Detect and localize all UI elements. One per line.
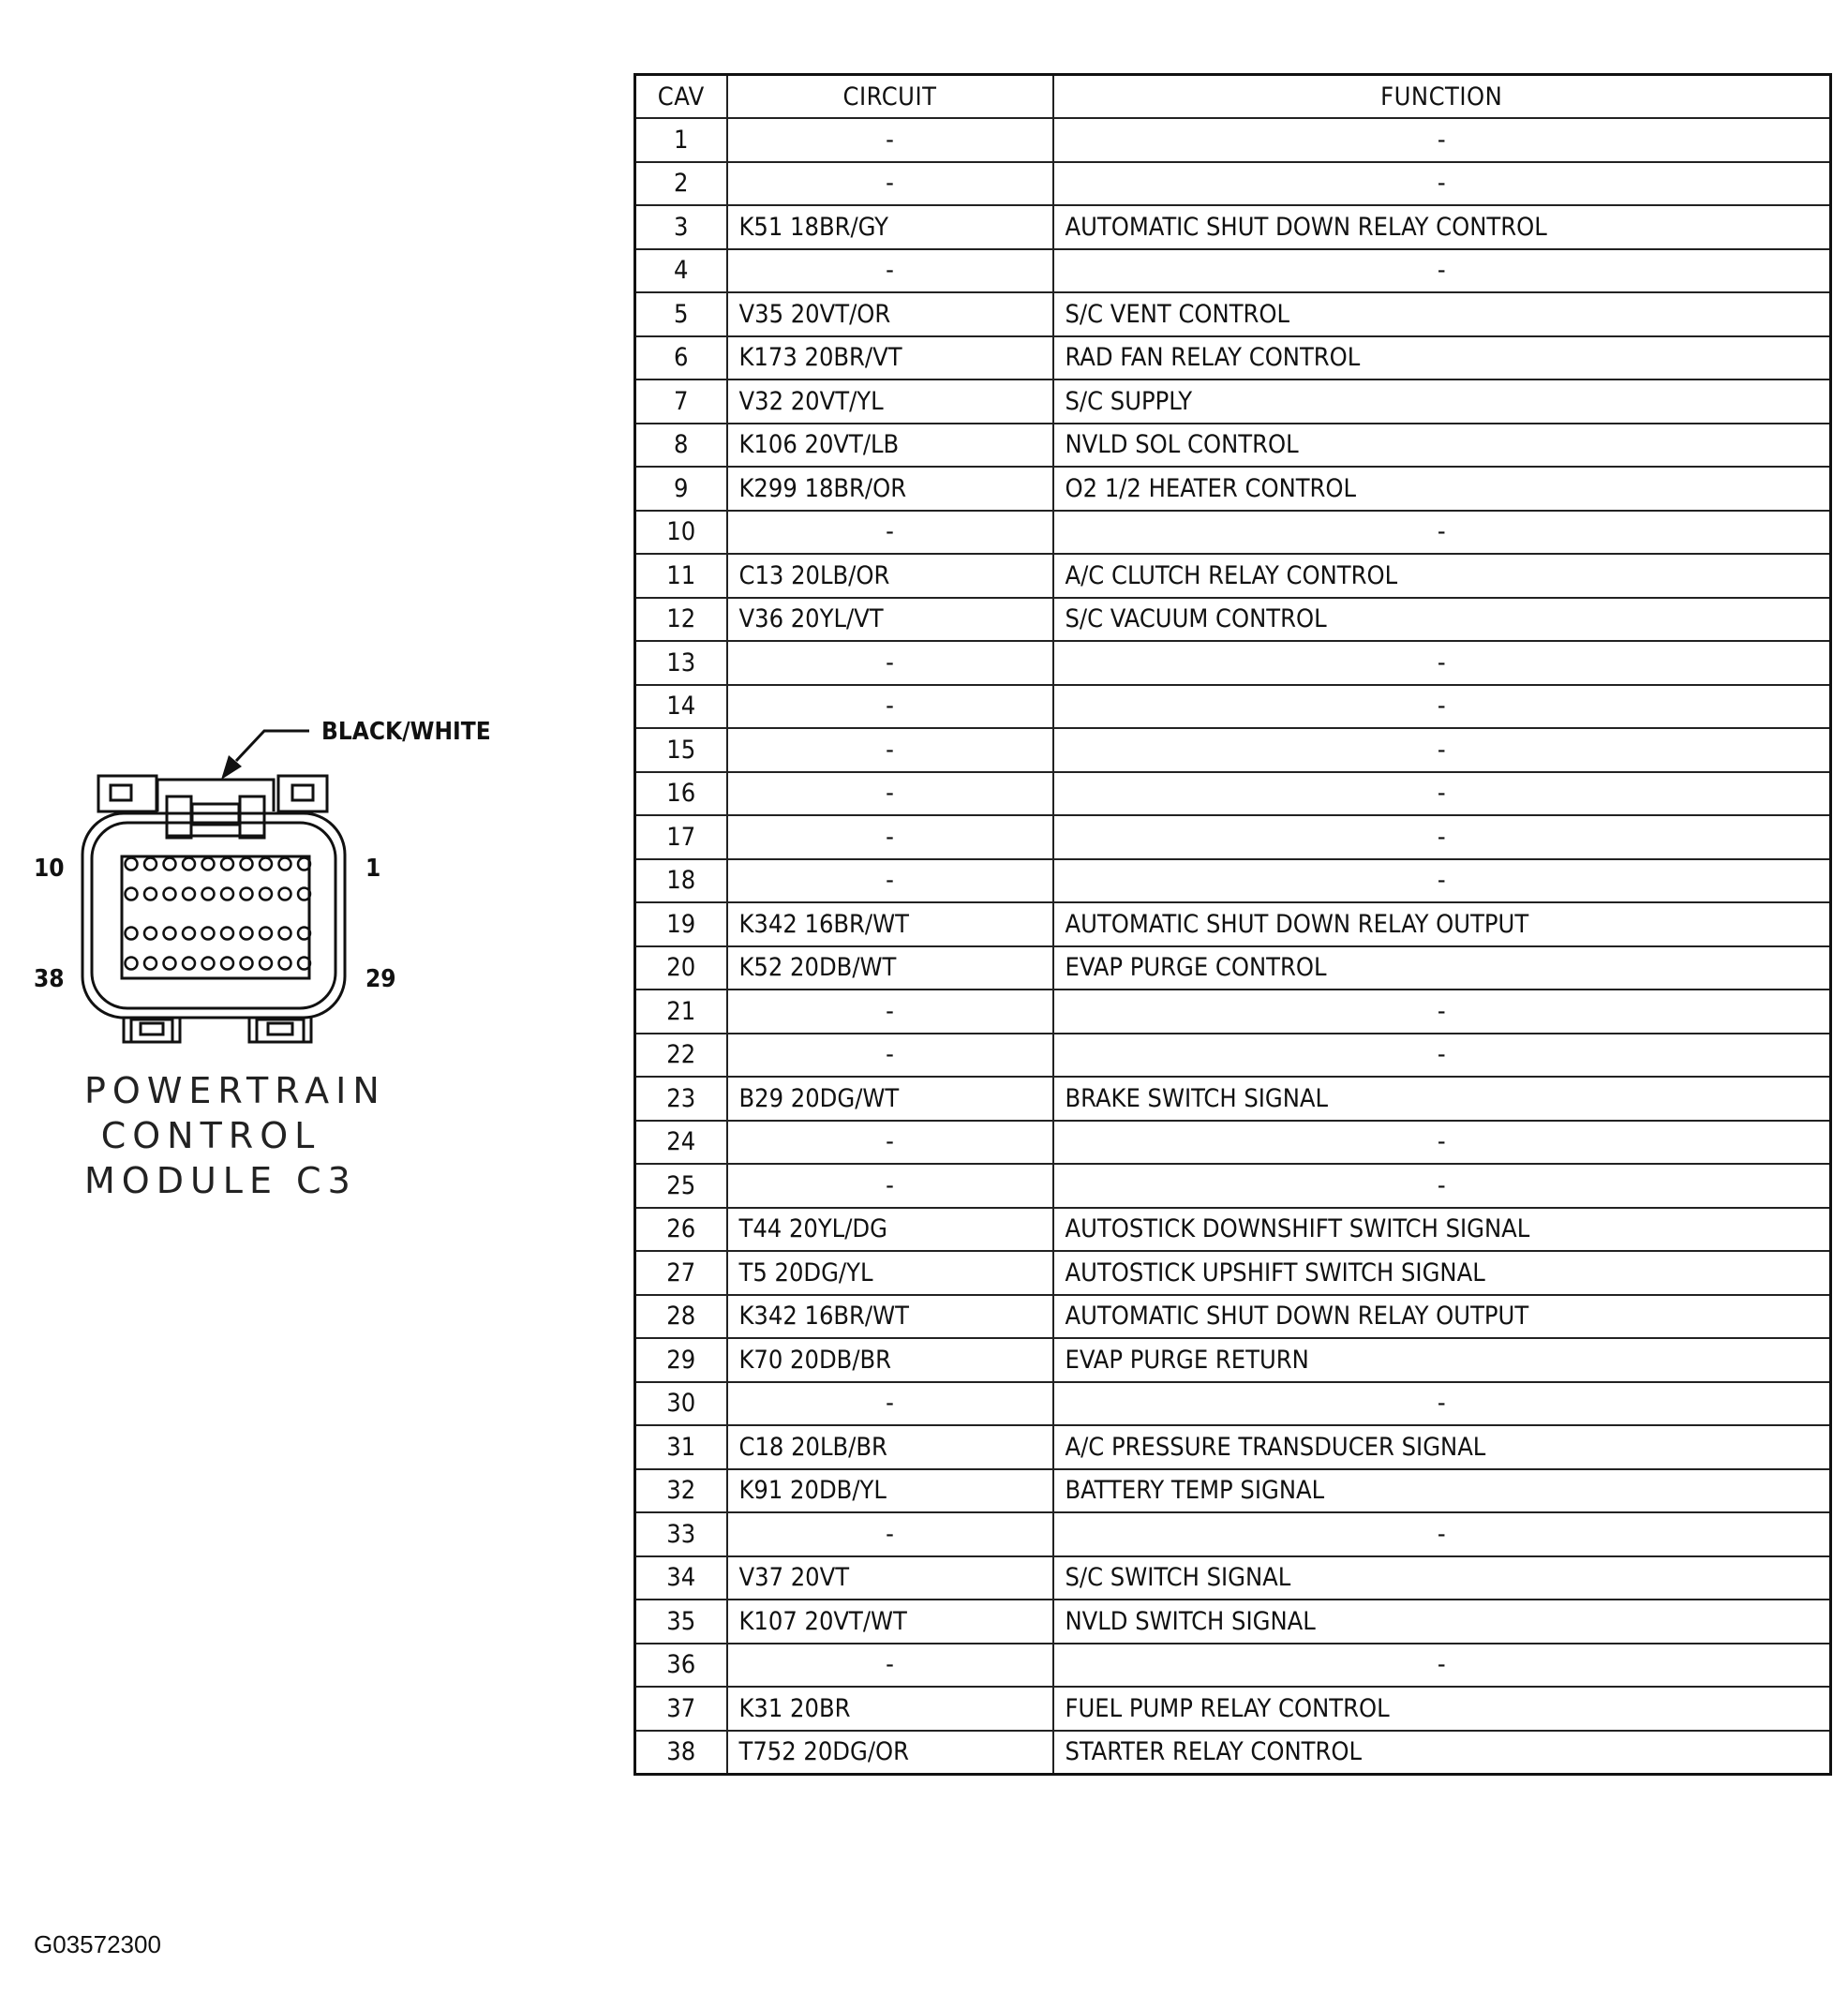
pin-hole [221, 888, 233, 900]
circuit-cell: - [727, 511, 1053, 555]
circuit-cell: C13 20LB/OR [727, 554, 1053, 598]
function-cell: - [1053, 1512, 1831, 1556]
table-row [635, 772, 1831, 816]
circuit-cell: K107 20VT/WT [727, 1600, 1053, 1644]
function-cell: STARTER RELAY CONTROL [1053, 1731, 1831, 1775]
table-row [635, 946, 1831, 990]
table-row [635, 1251, 1831, 1295]
table-row [635, 249, 1831, 293]
table-row [635, 902, 1831, 946]
function-cell: AUTOMATIC SHUT DOWN RELAY OUTPUT [1053, 1295, 1831, 1339]
table-row [635, 1425, 1831, 1469]
function-cell: - [1053, 641, 1831, 685]
circuit-cell: C18 20LB/BR [727, 1425, 1053, 1469]
pin-hole [241, 888, 253, 900]
pin-hole [164, 958, 176, 970]
function-cell: S/C VACUUM CONTROL [1053, 598, 1831, 642]
circuit-cell: - [727, 1382, 1053, 1426]
pin-label-38: 38 [34, 965, 65, 993]
pin-hole [221, 928, 233, 940]
function-cell: - [1053, 511, 1831, 555]
table-row [635, 1469, 1831, 1513]
table-row [635, 1687, 1831, 1731]
pinout-table-body [635, 118, 1831, 1774]
function-cell: AUTOSTICK DOWNSHIFT SWITCH SIGNAL [1053, 1208, 1831, 1252]
function-cell: EVAP PURGE CONTROL [1053, 946, 1831, 990]
table-row [635, 1382, 1831, 1426]
pin-hole [164, 858, 176, 871]
pinout-table [633, 73, 1832, 1776]
cav-cell: 21 [635, 990, 727, 1034]
cav-cell: 8 [635, 424, 727, 468]
function-cell: - [1053, 772, 1831, 816]
connector-caption [84, 1068, 386, 1203]
cav-cell: 10 [635, 511, 727, 555]
circuit-cell: T752 20DG/OR [727, 1731, 1053, 1775]
pin-hole [144, 888, 156, 900]
circuit-cell: K31 20BR [727, 1687, 1053, 1731]
circuit-cell: T44 20YL/DG [727, 1208, 1053, 1252]
cav-cell: 24 [635, 1121, 727, 1165]
table-row [635, 118, 1831, 162]
cav-cell: 17 [635, 815, 727, 859]
cav-cell: 25 [635, 1164, 727, 1208]
cav-cell: 29 [635, 1338, 727, 1382]
table-row [635, 598, 1831, 642]
circuit-cell: - [727, 1512, 1053, 1556]
pin-hole [202, 858, 215, 871]
cav-cell: 12 [635, 598, 727, 642]
function-cell: S/C VENT CONTROL [1053, 292, 1831, 336]
table-row [635, 1034, 1831, 1078]
function-cell: S/C SUPPLY [1053, 379, 1831, 424]
cav-cell: 34 [635, 1556, 727, 1600]
pin-label-29: 29 [365, 965, 396, 993]
circuit-cell: K173 20BR/VT [727, 336, 1053, 380]
function-cell: AUTOMATIC SHUT DOWN RELAY CONTROL [1053, 205, 1831, 249]
table-row [635, 685, 1831, 729]
function-cell: BRAKE SWITCH SIGNAL [1053, 1077, 1831, 1121]
table-row [635, 1600, 1831, 1644]
function-cell: NVLD SOL CONTROL [1053, 424, 1831, 468]
table-row [635, 1731, 1831, 1775]
cav-cell: 31 [635, 1425, 727, 1469]
circuit-cell: - [727, 118, 1053, 162]
pin-hole [126, 888, 138, 900]
circuit-cell: K91 20DB/YL [727, 1469, 1053, 1513]
cav-cell: 36 [635, 1644, 727, 1688]
pin-hole [183, 928, 195, 940]
pin-hole [221, 858, 233, 871]
function-cell: - [1053, 859, 1831, 903]
table-row [635, 379, 1831, 424]
circuit-cell: V37 20VT [727, 1556, 1053, 1600]
connector-figure [0, 0, 618, 1312]
circuit-cell: - [727, 772, 1053, 816]
table-row [635, 511, 1831, 555]
circuit-cell: V35 20VT/OR [727, 292, 1053, 336]
table-row [635, 467, 1831, 511]
circuit-cell: K299 18BR/OR [727, 467, 1053, 511]
table-row [635, 336, 1831, 380]
pin-hole [183, 888, 195, 900]
function-cell: - [1053, 990, 1831, 1034]
cav-cell: 30 [635, 1382, 727, 1426]
function-cell: AUTOSTICK UPSHIFT SWITCH SIGNAL [1053, 1251, 1831, 1295]
cav-cell: 23 [635, 1077, 727, 1121]
cav-cell: 11 [635, 554, 727, 598]
circuit-cell: - [727, 815, 1053, 859]
cav-cell: 4 [635, 249, 727, 293]
circuit-cell: K342 16BR/WT [727, 1295, 1053, 1339]
leader-arrow [236, 731, 309, 761]
circuit-cell: - [727, 728, 1053, 772]
pin-hole [260, 888, 272, 900]
pin-hole [241, 958, 253, 970]
cav-cell: 37 [635, 1687, 727, 1731]
table-row [635, 1295, 1831, 1339]
pin-hole [183, 958, 195, 970]
cav-cell: 35 [635, 1600, 727, 1644]
cav-cell: 2 [635, 162, 727, 206]
circuit-cell: - [727, 1164, 1053, 1208]
pin-hole [279, 958, 291, 970]
cav-cell: 33 [635, 1512, 727, 1556]
circuit-cell: - [727, 685, 1053, 729]
pin-hole [144, 958, 156, 970]
table-row [635, 1556, 1831, 1600]
pin-hole [221, 958, 233, 970]
function-cell: - [1053, 1644, 1831, 1688]
circuit-cell: V36 20YL/VT [727, 598, 1053, 642]
header-cav: CAV [635, 75, 727, 119]
table-row [635, 728, 1831, 772]
cav-cell: 27 [635, 1251, 727, 1295]
pin-hole [241, 858, 253, 871]
cav-cell: 38 [635, 1731, 727, 1775]
cav-cell: 19 [635, 902, 727, 946]
circuit-cell: T5 20DG/YL [727, 1251, 1053, 1295]
figure-code: G03572300 [34, 1930, 161, 1958]
table-row [635, 1644, 1831, 1688]
pin-hole [144, 858, 156, 871]
function-cell: FUEL PUMP RELAY CONTROL [1053, 1687, 1831, 1731]
circuit-cell: K342 16BR/WT [727, 902, 1053, 946]
pin-hole [202, 928, 215, 940]
cav-cell: 14 [635, 685, 727, 729]
latch-tab-left [98, 776, 156, 811]
function-cell: A/C CLUTCH RELAY CONTROL [1053, 554, 1831, 598]
cav-cell: 9 [635, 467, 727, 511]
header-circuit: CIRCUIT [727, 75, 1053, 119]
table-row [635, 1338, 1831, 1382]
pin-label-10: 10 [34, 855, 65, 883]
function-cell: - [1053, 118, 1831, 162]
circuit-cell: - [727, 859, 1053, 903]
table-row [635, 1208, 1831, 1252]
pin-hole [126, 958, 138, 970]
cav-cell: 7 [635, 379, 727, 424]
circuit-cell: - [727, 162, 1053, 206]
pin-hole [279, 928, 291, 940]
pin-hole [144, 928, 156, 940]
function-cell: - [1053, 1121, 1831, 1165]
function-cell: O2 1/2 HEATER CONTROL [1053, 467, 1831, 511]
function-cell: - [1053, 728, 1831, 772]
table-row [635, 162, 1831, 206]
function-cell: - [1053, 815, 1831, 859]
circuit-cell: K70 20DB/BR [727, 1338, 1053, 1382]
circuit-cell: - [727, 1644, 1053, 1688]
pin-hole [260, 958, 272, 970]
function-cell: EVAP PURGE RETURN [1053, 1338, 1831, 1382]
caption-line-1: POWERTRAIN [84, 1070, 386, 1111]
cav-cell: 5 [635, 292, 727, 336]
function-cell: NVLD SWITCH SIGNAL [1053, 1600, 1831, 1644]
cav-cell: 6 [635, 336, 727, 380]
cav-cell: 18 [635, 859, 727, 903]
header-function: FUNCTION [1053, 75, 1831, 119]
pin-hole [241, 928, 253, 940]
function-cell: A/C PRESSURE TRANSDUCER SIGNAL [1053, 1425, 1831, 1469]
cav-cell: 28 [635, 1295, 727, 1339]
table-row [635, 1512, 1831, 1556]
function-cell: BATTERY TEMP SIGNAL [1053, 1469, 1831, 1513]
function-cell: - [1053, 162, 1831, 206]
table-row [635, 990, 1831, 1034]
table-row [635, 859, 1831, 903]
cav-cell: 13 [635, 641, 727, 685]
function-cell: S/C SWITCH SIGNAL [1053, 1556, 1831, 1600]
circuit-cell: - [727, 249, 1053, 293]
circuit-cell: - [727, 990, 1053, 1034]
function-cell: - [1053, 249, 1831, 293]
table-row [635, 815, 1831, 859]
table-row [635, 292, 1831, 336]
pin-hole [279, 888, 291, 900]
cav-cell: 32 [635, 1469, 727, 1513]
circuit-cell: B29 20DG/WT [727, 1077, 1053, 1121]
cav-cell: 20 [635, 946, 727, 990]
circuit-cell: K52 20DB/WT [727, 946, 1053, 990]
circuit-cell: V32 20VT/YL [727, 379, 1053, 424]
latch-tab-right [278, 776, 327, 811]
cav-cell: 15 [635, 728, 727, 772]
table-row [635, 641, 1831, 685]
pin-hole [126, 858, 138, 871]
cav-cell: 1 [635, 118, 727, 162]
table-row [635, 205, 1831, 249]
function-cell: - [1053, 1034, 1831, 1078]
circuit-cell: K106 20VT/LB [727, 424, 1053, 468]
pin-hole [260, 928, 272, 940]
pin-hole [164, 928, 176, 940]
table-row [635, 424, 1831, 468]
wire-color-label: BLACK/WHITE [321, 718, 491, 746]
pin-hole [202, 958, 215, 970]
cav-cell: 3 [635, 205, 727, 249]
pin-hole [202, 888, 215, 900]
function-cell: - [1053, 685, 1831, 729]
pin-hole [279, 858, 291, 871]
circuit-cell: K51 18BR/GY [727, 205, 1053, 249]
cav-cell: 16 [635, 772, 727, 816]
circuit-cell: - [727, 1034, 1053, 1078]
circuit-cell: - [727, 641, 1053, 685]
pin-hole [260, 858, 272, 871]
table-row [635, 1164, 1831, 1208]
function-cell: RAD FAN RELAY CONTROL [1053, 336, 1831, 380]
function-cell: - [1053, 1164, 1831, 1208]
pin-label-1: 1 [365, 855, 381, 883]
function-cell: - [1053, 1382, 1831, 1426]
cav-cell: 26 [635, 1208, 727, 1252]
pin-hole [164, 888, 176, 900]
table-header-row [635, 75, 1831, 119]
caption-line-2: CONTROL [100, 1115, 321, 1156]
function-cell: AUTOMATIC SHUT DOWN RELAY OUTPUT [1053, 902, 1831, 946]
cav-cell: 22 [635, 1034, 727, 1078]
pin-hole [126, 928, 138, 940]
pin-hole [183, 858, 195, 871]
pin-grid [126, 858, 311, 970]
table-row [635, 1121, 1831, 1165]
circuit-cell: - [727, 1121, 1053, 1165]
table-row [635, 1077, 1831, 1121]
table-row [635, 554, 1831, 598]
caption-line-3: MODULE C3 [84, 1160, 357, 1201]
